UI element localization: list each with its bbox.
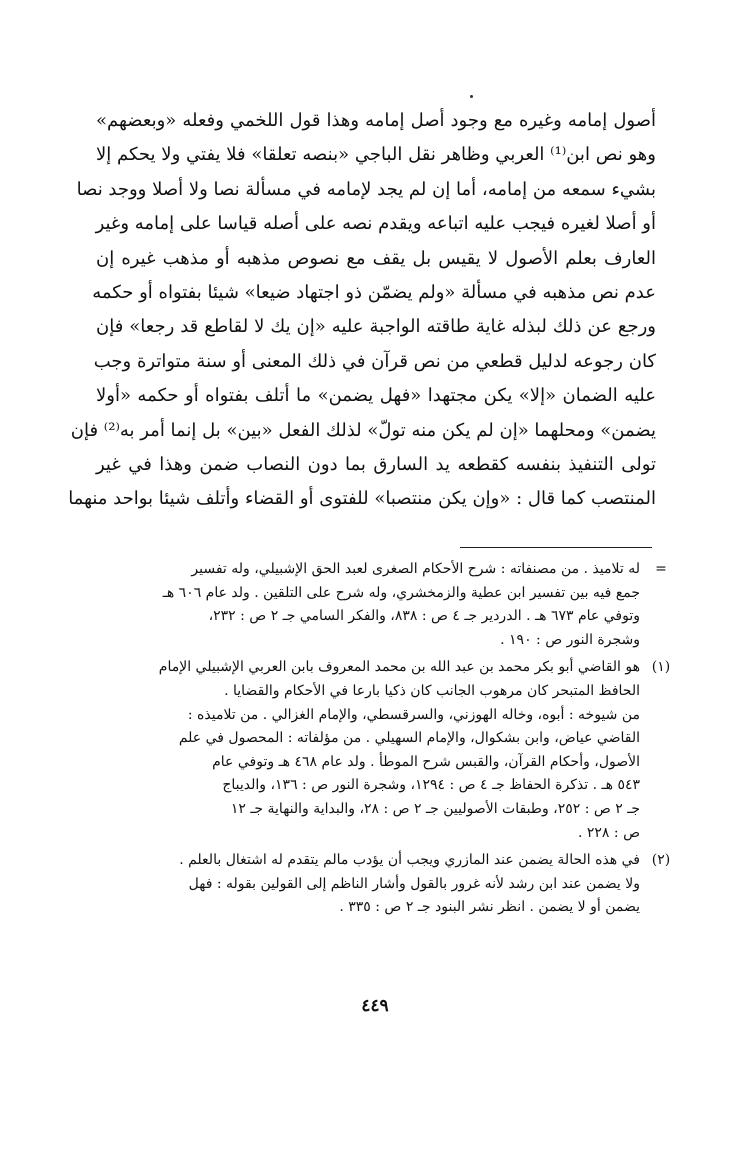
footnote-line: جمع فيه بين تفسير ابن عطية والزمخشري، وله شرح على التلقين . ولد عام ٦٠٦ هـ xyxy=(162,584,640,601)
text-line: المنتصب كما قال : «وإن يكن منتصبا» للفتوى أو القضاء وأتلف شيئا بواحد منهما xyxy=(68,488,656,510)
footnote-mark: (٢) xyxy=(651,852,671,869)
text-line: تولى التنفيذ بنفسه كقطعه يد السارق بما دون النصاب ضمن وهذا في غير xyxy=(96,453,656,475)
footnote-continued xyxy=(96,558,676,652)
footnote-2 xyxy=(96,849,676,920)
footnote-line: ص : ٢٢٨ . xyxy=(577,824,640,841)
footnote-line: الحافظ المتبحر كان مرهوب الجانب كان ذكيا بارعا في الأحكام والقضايا . xyxy=(224,682,640,699)
footnote-line: الأصول، وأحكام القرآن، والقبس شرح الموطأ . ولد عام ٤٦٨ هـ وتوفي عام xyxy=(212,753,640,770)
footnote-line: ولا يضمن عند ابن رشد لأنه غرور بالقول وأشار الناظم إلى القولين بقوله : فهل xyxy=(188,875,640,892)
footnote-separator xyxy=(460,547,652,548)
footnote-line: في هذه الحالة يضمن عند المازري ويجب أن يؤدب مالم يتقدم له اشتغال بالعلم . xyxy=(179,852,640,869)
footnote-line: من شيوخه : أبوه، وخاله الهوزني، والسرقسطي، والإمام الغزالي . من تلاميذه : xyxy=(187,706,640,723)
page-number: ٤٤٩ xyxy=(361,996,389,1016)
text-line: أصول إمامه وغيره مع وجود أصل إمامه وهذا قول اللخمي وفعله «وبعضهم» xyxy=(96,110,656,131)
speck xyxy=(470,95,473,98)
footnote-line: جـ ٢ ص : ٢٥٢، وطبقات الأصوليين جـ ٢ ص : ٢٨، والبداية والنهاية جـ ١٢ xyxy=(230,800,640,817)
footnote-line: له تلاميذ . من مصنفاته : شرح الأحكام الصغرى لعبد الحق الإشبيلي، وله تفسير xyxy=(191,561,640,577)
text-line: عدم نص مذهبه في مسألة «ولم يضمّن ذو اجتهاد ضيعا» شيئا بفتواه أو حكمه xyxy=(92,281,656,303)
main-text xyxy=(68,104,656,517)
text-line: بشيء سمعه من إمامه، أما إن لم يجد لإمامه في مسألة نصا ولا أصلا ووجد نصا xyxy=(76,178,656,200)
footnote-line: القاضي عياض، وابن بشكوال، والإمام السهيلي . من مؤلفاته : المحصول في علم xyxy=(178,730,640,747)
text-line: العارف بعلم الأصول لا يقيس بل يقف مع نصوص مذهبه أو مذهب غيره إن xyxy=(96,247,656,269)
text-line: وهو نص ابن⁽¹⁾ العربي وظاهر نقل الباجي «بنصه تعلقا» فلا يفتي ولا يحكم إلا xyxy=(96,144,656,166)
text-line: أو أصلا لغيره فيجب عليه اتباعه ويقدم نصه على أصله قياسا على إمامه وغير xyxy=(95,213,656,235)
text-line: عليه الضمان «إلا» يكن مجتهدا «فهل يضمن» ما أتلف بفتواه أو حكمه «أولا xyxy=(96,385,656,407)
text-line: يضمن» ومحلهما «إن لم يكن منه تولّ» لذلك الفعل «بين» بل إنما أمر به⁽²⁾ فإن xyxy=(70,419,656,441)
footnote-line: وشجرة النور ص : ١٩٠ . xyxy=(500,631,640,648)
footnote-line: وتوفي عام ٦٧٣ هـ . الدردير جـ ٤ ص : ٨٣٨، والفكر السامي جـ ٢ ص : ٢٣٢، xyxy=(208,608,640,625)
footnotes xyxy=(96,558,676,920)
footnote-line: ٥٤٣ هـ . تذكرة الحفاظ جـ ٤ ص : ١٢٩٤، وشجرة النور ص : ١٣٦، والديباج xyxy=(222,777,640,794)
footnote-mark: (١) xyxy=(651,659,671,676)
footnote-1 xyxy=(96,656,676,845)
text-line: كان رجوعه لدليل قطعي من نص قرآن في ذلك المعنى أو سنة متواترة وجب xyxy=(93,350,656,372)
footnote-mark: = xyxy=(655,561,667,577)
footnote-line: يضمن أو لا يضمن . انظر نشر البنود جـ ٢ ص : ٣٣٥ . xyxy=(339,899,640,916)
text-line: ورجع عن ذلك لبذله غاية طاقته الواجبة عليه «إن يك لا لقاطع قد رجعا» فإن xyxy=(96,316,656,338)
footnote-line: هو القاضي أبو بكر محمد بن عبد الله بن محمد المعروف بابن العربي الإشبيلي الإمام xyxy=(158,659,640,676)
